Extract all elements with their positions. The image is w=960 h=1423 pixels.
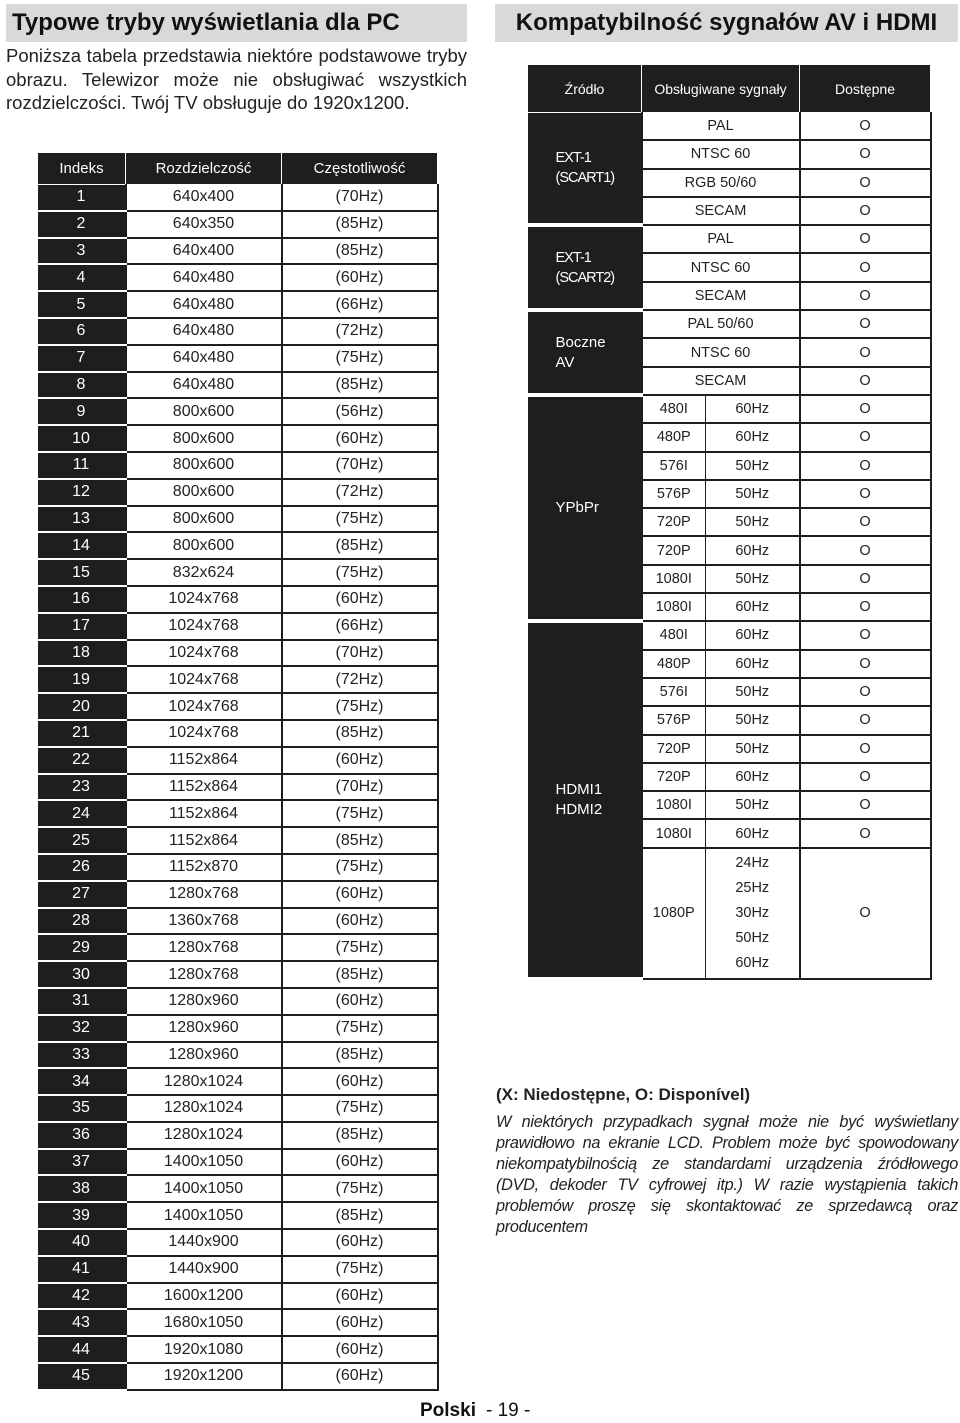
mode-cell: 1080P: [642, 848, 706, 979]
table-row: [38, 881, 438, 908]
table-row: [528, 395, 931, 423]
table-row: [38, 1122, 438, 1149]
index-cell: 31: [38, 988, 126, 1015]
table-row: [38, 666, 438, 693]
table-row: [38, 398, 438, 425]
available-cell: O: [800, 650, 931, 678]
resolution-cell: 1280x1024: [126, 1122, 282, 1149]
index-cell: 1: [38, 185, 126, 211]
compatibility-note: W niektórych przypadkach sygnał może nie być wyświetlany prawidłowo na ekranie LCD. Problem może być spowodowany niekompatybilnością ze standardami urządzenia źródłowego (DVD, dekoder TV cyfrowej itp.) W razie wystąpienia takich problemów proszę się skontaktować ze sprzedawcą oraz producentem: [496, 1113, 958, 1236]
index-cell: 30: [38, 961, 126, 988]
mode-cell: 720P: [642, 763, 706, 791]
frequency-cell: (75Hz): [282, 559, 438, 586]
frequency-cell: 50Hz: [706, 735, 800, 763]
table-row: [38, 586, 438, 613]
av-hdmi-title: Kompatybilność sygnałów AV i HDMI: [495, 4, 958, 42]
resolution-cell: 1400x1050: [126, 1149, 282, 1176]
index-cell: 36: [38, 1122, 126, 1149]
index-cell: 2: [38, 211, 126, 238]
index-cell: 23: [38, 774, 126, 801]
frequency-list-cell: [706, 848, 800, 979]
available-cell: O: [800, 338, 931, 366]
resolution-cell: 1280x1024: [126, 1068, 282, 1095]
index-cell: 4: [38, 264, 126, 291]
frequency-item: 25Hz: [735, 879, 770, 896]
frequency-cell: 50Hz: [706, 480, 800, 508]
frequency-cell: (72Hz): [282, 666, 438, 693]
frequency-cell: 60Hz: [706, 593, 800, 621]
table-row: [38, 1068, 438, 1095]
table-row: [38, 827, 438, 854]
frequency-cell: (85Hz): [282, 372, 438, 399]
resolution-cell: 1400x1050: [126, 1175, 282, 1202]
resolution-cell: 1280x960: [126, 1015, 282, 1042]
table-row: [528, 225, 931, 253]
table-row: [38, 291, 438, 318]
available-cell: O: [800, 282, 931, 310]
frequency-cell: (60Hz): [282, 1229, 438, 1256]
index-cell: 35: [38, 1095, 126, 1122]
frequency-cell: (72Hz): [282, 479, 438, 506]
frequency-cell: (85Hz): [282, 532, 438, 559]
table-row: [38, 1283, 438, 1310]
frequency-cell: (60Hz): [282, 1363, 438, 1390]
resolution-cell: 1440x900: [126, 1229, 282, 1256]
table-row: [38, 479, 438, 506]
table-row: [38, 1095, 438, 1122]
frequency-cell: (66Hz): [282, 291, 438, 318]
source-cell: YPbPr: [528, 395, 642, 621]
frequency-cell: (60Hz): [282, 264, 438, 291]
resolution-cell: 1024x768: [126, 693, 282, 720]
table-row: [38, 1336, 438, 1363]
frequency-cell: 50Hz: [706, 791, 800, 819]
frequency-cell: (75Hz): [282, 345, 438, 372]
table-row: [38, 1256, 438, 1283]
index-cell: 26: [38, 854, 126, 881]
frequency-cell: (66Hz): [282, 613, 438, 640]
frequency-cell: (75Hz): [282, 934, 438, 961]
resolution-cell: 1680x1050: [126, 1309, 282, 1336]
index-cell: 24: [38, 800, 126, 827]
frequency-item: 50Hz: [735, 929, 770, 946]
table-row: [38, 640, 438, 667]
pc-modes-title: Typowe tryby wyświetlania dla PC: [6, 4, 467, 42]
index-cell: 42: [38, 1283, 126, 1310]
table-row: [38, 372, 438, 399]
frequency-cell: (70Hz): [282, 185, 438, 211]
mode-cell: 720P: [642, 536, 706, 564]
table-row: [38, 1202, 438, 1229]
table-row: [528, 310, 931, 338]
table-row: [38, 854, 438, 881]
resolution-cell: 640x400: [126, 185, 282, 211]
frequency-cell: 60Hz: [706, 650, 800, 678]
resolution-cell: 1152x864: [126, 800, 282, 827]
resolution-cell: 1024x768: [126, 720, 282, 747]
table-row: [38, 425, 438, 452]
resolution-cell: 1600x1200: [126, 1283, 282, 1310]
table-row: [38, 238, 438, 265]
resolution-cell: 640x480: [126, 372, 282, 399]
resolution-cell: 1152x864: [126, 827, 282, 854]
resolution-cell: 800x600: [126, 425, 282, 452]
index-cell: 11: [38, 452, 126, 479]
available-cell: O: [800, 423, 931, 451]
available-cell: O: [800, 480, 931, 508]
header-frequency: Częstotliwość: [282, 153, 438, 185]
table-row: [38, 345, 438, 372]
frequency-cell: (75Hz): [282, 506, 438, 533]
index-cell: 7: [38, 345, 126, 372]
frequency-cell: (75Hz): [282, 800, 438, 827]
available-cell: O: [800, 565, 931, 593]
frequency-cell: (70Hz): [282, 640, 438, 667]
resolution-cell: 640x480: [126, 345, 282, 372]
index-cell: 9: [38, 398, 126, 425]
index-cell: 33: [38, 1042, 126, 1069]
table-row: [38, 774, 438, 801]
index-cell: 18: [38, 640, 126, 667]
frequency-cell: (85Hz): [282, 211, 438, 238]
mode-cell: 1080I: [642, 593, 706, 621]
signal-cell: SECAM: [642, 367, 800, 395]
index-cell: 20: [38, 693, 126, 720]
mode-cell: 576I: [642, 678, 706, 706]
table-row: [38, 1015, 438, 1042]
mode-cell: 576I: [642, 452, 706, 480]
index-cell: 41: [38, 1256, 126, 1283]
index-cell: 29: [38, 934, 126, 961]
frequency-item: 24Hz: [735, 854, 770, 871]
index-cell: 28: [38, 908, 126, 935]
available-cell: O: [800, 197, 931, 225]
available-cell: O: [800, 593, 931, 621]
table-row: [38, 1149, 438, 1176]
resolution-cell: 1360x768: [126, 908, 282, 935]
signal-cell: SECAM: [642, 282, 800, 310]
available-cell: O: [800, 225, 931, 253]
index-cell: 32: [38, 1015, 126, 1042]
table-row: [528, 113, 931, 141]
frequency-cell: (60Hz): [282, 586, 438, 613]
index-cell: 27: [38, 881, 126, 908]
available-cell: O: [800, 310, 931, 338]
resolution-cell: 640x400: [126, 238, 282, 265]
frequency-cell: (85Hz): [282, 1042, 438, 1069]
table-row: [38, 211, 438, 238]
resolution-cell: 1024x768: [126, 640, 282, 667]
available-cell: O: [800, 678, 931, 706]
frequency-cell: (75Hz): [282, 1175, 438, 1202]
availability-legend: (X: Niedostępne, O: Disponível): [496, 1085, 751, 1104]
frequency-cell: (85Hz): [282, 720, 438, 747]
frequency-cell: (70Hz): [282, 452, 438, 479]
mode-cell: 1080I: [642, 791, 706, 819]
resolution-cell: 1280x960: [126, 988, 282, 1015]
index-cell: 38: [38, 1175, 126, 1202]
header-index: Indeks: [38, 153, 126, 185]
frequency-cell: (60Hz): [282, 1309, 438, 1336]
table-row: [528, 621, 931, 649]
index-cell: 8: [38, 372, 126, 399]
table-row: [38, 506, 438, 533]
available-cell: O: [800, 253, 931, 281]
frequency-cell: (60Hz): [282, 1283, 438, 1310]
mode-cell: 720P: [642, 508, 706, 536]
frequency-item: 60Hz: [735, 954, 770, 971]
pc-modes-table: [37, 152, 439, 1391]
signal-cell: PAL 50/60: [642, 310, 800, 338]
table-row: [38, 1042, 438, 1069]
frequency-cell: 60Hz: [706, 395, 800, 423]
resolution-cell: 1280x960: [126, 1042, 282, 1069]
resolution-cell: 1152x864: [126, 774, 282, 801]
index-cell: 16: [38, 586, 126, 613]
frequency-cell: (75Hz): [282, 1256, 438, 1283]
signal-cell: PAL: [642, 113, 800, 141]
resolution-cell: 640x480: [126, 291, 282, 318]
frequency-cell: 50Hz: [706, 706, 800, 734]
signal-cell: NTSC 60: [642, 338, 800, 366]
resolution-cell: 800x600: [126, 398, 282, 425]
table-row: [38, 559, 438, 586]
footer-language: Polski: [420, 1400, 476, 1421]
frequency-cell: (56Hz): [282, 398, 438, 425]
available-cell: O: [800, 791, 931, 819]
index-cell: 34: [38, 1068, 126, 1095]
available-cell: O: [800, 706, 931, 734]
table-row: [38, 1175, 438, 1202]
signal-cell: SECAM: [642, 197, 800, 225]
mode-cell: 480I: [642, 395, 706, 423]
index-cell: 40: [38, 1229, 126, 1256]
frequency-cell: 60Hz: [706, 423, 800, 451]
table-row: [38, 961, 438, 988]
table-row: [38, 908, 438, 935]
frequency-item: 30Hz: [735, 904, 770, 921]
frequency-cell: (85Hz): [282, 1202, 438, 1229]
frequency-cell: (72Hz): [282, 318, 438, 345]
page-footer: [420, 1400, 530, 1422]
frequency-cell: 50Hz: [706, 452, 800, 480]
table-row: [38, 185, 438, 211]
resolution-cell: 1400x1050: [126, 1202, 282, 1229]
frequency-cell: 50Hz: [706, 508, 800, 536]
resolution-cell: 800x600: [126, 479, 282, 506]
frequency-cell: (60Hz): [282, 747, 438, 774]
table-row: [38, 452, 438, 479]
resolution-cell: 1920x1200: [126, 1363, 282, 1390]
signal-cell: NTSC 60: [642, 253, 800, 281]
frequency-cell: (60Hz): [282, 1336, 438, 1363]
resolution-cell: 800x600: [126, 532, 282, 559]
frequency-cell: (75Hz): [282, 854, 438, 881]
index-cell: 15: [38, 559, 126, 586]
frequency-cell: (60Hz): [282, 988, 438, 1015]
resolution-cell: 640x480: [126, 318, 282, 345]
pc-modes-intro: Poniższa tabela przedstawia niektóre podstawowe tryby obrazu. Telewizor może nie obsługiwać wszystkich rozdzielczości. Twój TV obsługuje do 1920x1200.: [6, 45, 467, 113]
available-cell: O: [800, 848, 931, 979]
index-cell: 21: [38, 720, 126, 747]
index-cell: 12: [38, 479, 126, 506]
source-cell: EXT-1 (SCART1): [528, 113, 642, 226]
resolution-cell: 800x600: [126, 452, 282, 479]
frequency-cell: 50Hz: [706, 565, 800, 593]
frequency-cell: 60Hz: [706, 536, 800, 564]
signal-cell: PAL: [642, 225, 800, 253]
resolution-cell: 800x600: [126, 506, 282, 533]
av-hdmi-table: [527, 64, 932, 981]
signal-cell: NTSC 60: [642, 140, 800, 168]
index-cell: 45: [38, 1363, 126, 1390]
table-row: [38, 747, 438, 774]
frequency-cell: (60Hz): [282, 1068, 438, 1095]
source-cell: HDMI1 HDMI2: [528, 621, 642, 978]
frequency-cell: (60Hz): [282, 908, 438, 935]
resolution-cell: 1280x1024: [126, 1095, 282, 1122]
frequency-cell: (60Hz): [282, 1149, 438, 1176]
index-cell: 43: [38, 1309, 126, 1336]
resolution-cell: 1280x768: [126, 934, 282, 961]
resolution-cell: 640x480: [126, 264, 282, 291]
table-row: [38, 1309, 438, 1336]
table-row: [38, 532, 438, 559]
index-cell: 39: [38, 1202, 126, 1229]
resolution-cell: 1440x900: [126, 1256, 282, 1283]
available-cell: O: [800, 735, 931, 763]
table-row: [38, 988, 438, 1015]
index-cell: 37: [38, 1149, 126, 1176]
index-cell: 19: [38, 666, 126, 693]
header-available: Dostępne: [800, 65, 931, 113]
index-cell: 5: [38, 291, 126, 318]
mode-cell: 480P: [642, 423, 706, 451]
available-cell: O: [800, 169, 931, 197]
mode-cell: 480I: [642, 621, 706, 649]
frequency-cell: (85Hz): [282, 1122, 438, 1149]
index-cell: 17: [38, 613, 126, 640]
resolution-cell: 1280x768: [126, 881, 282, 908]
source-cell: Boczne AV: [528, 310, 642, 395]
available-cell: O: [800, 819, 931, 847]
table-row: [38, 318, 438, 345]
table-row: [38, 264, 438, 291]
frequency-cell: (75Hz): [282, 1095, 438, 1122]
mode-cell: 1080I: [642, 565, 706, 593]
mode-cell: 576P: [642, 706, 706, 734]
index-cell: 3: [38, 238, 126, 265]
available-cell: O: [800, 113, 931, 141]
frequency-cell: (70Hz): [282, 774, 438, 801]
frequency-cell: (85Hz): [282, 827, 438, 854]
table-row: [38, 1229, 438, 1256]
header-supported-signals: Obsługiwane sygnały: [642, 65, 800, 113]
frequency-cell: (75Hz): [282, 693, 438, 720]
available-cell: O: [800, 763, 931, 791]
index-cell: 10: [38, 425, 126, 452]
frequency-cell: 50Hz: [706, 678, 800, 706]
mode-cell: 1080I: [642, 819, 706, 847]
table-row: [38, 800, 438, 827]
resolution-cell: 1152x870: [126, 854, 282, 881]
mode-cell: 480P: [642, 650, 706, 678]
table-row: [38, 720, 438, 747]
frequency-cell: (75Hz): [282, 1015, 438, 1042]
resolution-cell: 1152x864: [126, 747, 282, 774]
table-row: [38, 613, 438, 640]
index-cell: 14: [38, 532, 126, 559]
resolution-cell: 1024x768: [126, 613, 282, 640]
resolution-cell: 1024x768: [126, 666, 282, 693]
resolution-cell: 1024x768: [126, 586, 282, 613]
available-cell: O: [800, 395, 931, 423]
table-row: [38, 1363, 438, 1390]
page-number: - 19 -: [485, 1400, 531, 1421]
mode-cell: 720P: [642, 735, 706, 763]
available-cell: O: [800, 621, 931, 649]
available-cell: O: [800, 536, 931, 564]
index-cell: 6: [38, 318, 126, 345]
frequency-cell: (60Hz): [282, 425, 438, 452]
resolution-cell: 640x350: [126, 211, 282, 238]
resolution-cell: 1920x1080: [126, 1336, 282, 1363]
available-cell: O: [800, 140, 931, 168]
header-source: Źródło: [528, 65, 642, 113]
header-resolution: Rozdzielczość: [126, 153, 282, 185]
frequency-cell: 60Hz: [706, 819, 800, 847]
available-cell: O: [800, 508, 931, 536]
frequency-cell: (85Hz): [282, 961, 438, 988]
index-cell: 22: [38, 747, 126, 774]
mode-cell: 576P: [642, 480, 706, 508]
available-cell: O: [800, 367, 931, 395]
signal-cell: RGB 50/60: [642, 169, 800, 197]
table-row: [38, 693, 438, 720]
frequency-cell: (85Hz): [282, 238, 438, 265]
frequency-cell: 60Hz: [706, 621, 800, 649]
table-row: [38, 934, 438, 961]
source-cell: EXT-1 (SCART2): [528, 225, 642, 310]
index-cell: 25: [38, 827, 126, 854]
frequency-cell: (60Hz): [282, 881, 438, 908]
index-cell: 44: [38, 1336, 126, 1363]
resolution-cell: 832x624: [126, 559, 282, 586]
frequency-cell: 60Hz: [706, 763, 800, 791]
available-cell: O: [800, 452, 931, 480]
index-cell: 13: [38, 506, 126, 533]
resolution-cell: 1280x768: [126, 961, 282, 988]
